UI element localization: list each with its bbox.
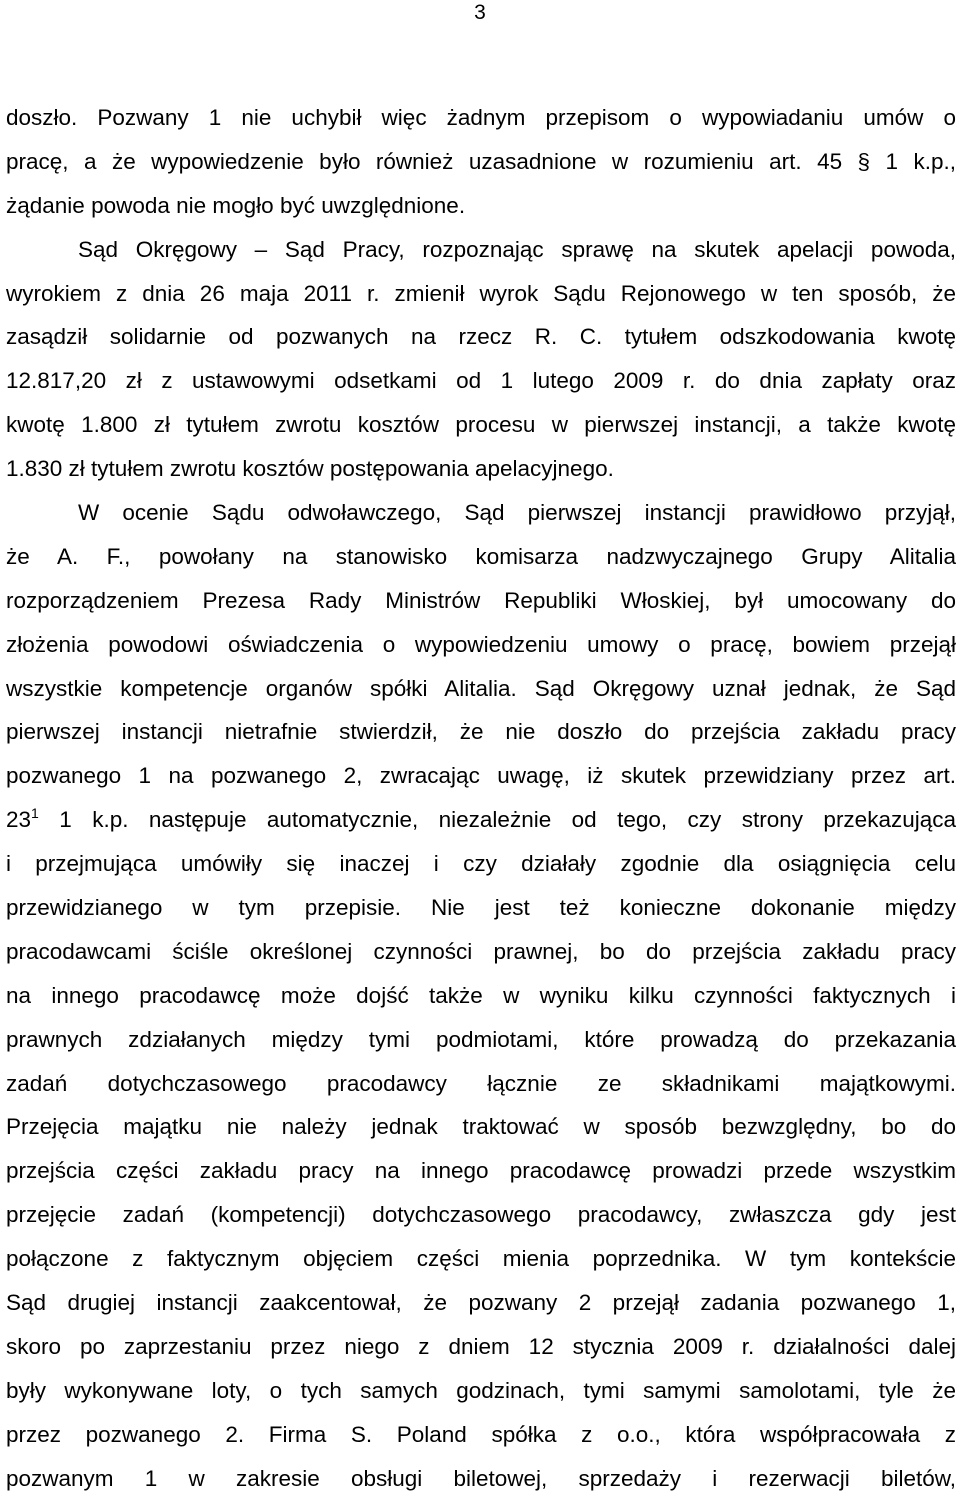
text-line: żądanie powoda nie mogło być uwzględnione. xyxy=(6,192,466,218)
text-line: prawnych zdziałanych między tymi podmiotami, które prowadzą do przekazania xyxy=(6,1026,956,1052)
text-line: pozwanego 1 na pozwanego 2, zwracając uwagę, iż skutek przewidziany przez art. xyxy=(6,763,956,789)
text-segment: 23 xyxy=(6,807,32,833)
text-line: że A. F., powołany na stanowisko komisarza nadzwyczajnego Grupy Alitalia xyxy=(6,543,956,569)
text-line: doszło. Pozwany 1 nie uchybił więc żadnym przepisom o wypowiadaniu umów o xyxy=(6,105,956,130)
text-line: 1.830 zł tytułem zwrotu kosztów postępowania apelacyjnego. xyxy=(6,456,614,482)
text-line: przewidzianego w tym przepisie. Nie jest też konieczne dokonanie między xyxy=(6,895,956,921)
text-line: wyrokiem z dnia 26 maja 2011 r. zmienił wyrok Sądu Rejonowego w ten sposób, że xyxy=(6,280,956,306)
document-body xyxy=(6,99,956,1504)
text-line: przejścia części zakładu pracy na innego pracodawcę prowadzi przede wszystkim xyxy=(6,1158,956,1184)
text-line: zadań dotychczasowego pracodawcy łącznie ze składnikami majątkowymi. xyxy=(6,1070,956,1096)
superscript: 1 xyxy=(31,805,39,822)
text-line: przejęcie zadań (kompetencji) dotychczasowego pracodawcy, zwłaszcza gdy jest xyxy=(6,1202,956,1228)
page-number: 3 xyxy=(474,1,486,24)
text-line: na innego pracodawcę może dojść także w wyniku kilku czynności faktycznych i xyxy=(6,982,956,1008)
text-line: zasądził solidarnie od pozwanych na rzecz R. C. tytułem odszkodowania kwotę xyxy=(6,324,956,350)
text-line: były wykonywane loty, o tych samych godzinach, tymi samymi samolotami, tyle że xyxy=(6,1377,956,1403)
text-line: Sąd drugiej instancji zaakcentował, że pozwany 2 przejął zadania pozwanego 1, xyxy=(6,1290,956,1316)
text-line: wszystkie kompetencje organów spółki Alitalia. Sąd Okręgowy uznał jednak, że Sąd xyxy=(6,675,956,701)
text-line: i przejmująca umówiły się inaczej i czy działały zgodnie dla osiągnięcia celu xyxy=(6,851,956,877)
text-line: kwotę 1.800 zł tytułem zwrotu kosztów procesu w pierwszej instancji, a także kwotę xyxy=(6,412,956,438)
text-line: pracodawcami ściśle określonej czynności prawnej, bo do przejścia zakładu pracy xyxy=(6,938,956,964)
text-line: rozporządzeniem Prezesa Rady Ministrów Republiki Włoskiej, był umocowany do xyxy=(6,587,956,613)
text-line: W ocenie Sądu odwoławczego, Sąd pierwszej instancji prawidłowo przyjął, xyxy=(78,500,956,526)
text-line: pracę, a że wypowiedzenie było również uzasadnione w rozumieniu art. 45 § 1 k.p., xyxy=(6,148,956,174)
text-line: 12.817,20 zł z ustawowymi odsetkami od 1 lutego 2009 r. do dnia zapłaty oraz xyxy=(6,368,956,394)
text-line: przez pozwanego 2. Firma S. Poland spółka z o.o., która współpracowała z xyxy=(6,1421,956,1447)
text-segment: 1 k.p. następuje automatycznie, niezależnie od tego, czy strony przekazująca xyxy=(38,807,956,833)
text-line: Przejęcia majątku nie należy jednak traktować w sposób bezwzględny, bo do xyxy=(6,1114,956,1140)
text-line xyxy=(6,801,956,845)
text-line: Sąd Okręgowy – Sąd Pracy, rozpoznając sprawę na skutek apelacji powoda, xyxy=(78,236,956,262)
text-line: złożenia powodowi oświadczenia o wypowiedzeniu umowy o pracę, bowiem przejął xyxy=(6,631,956,657)
text-line: pierwszej instancji nietrafnie stwierdził, że nie doszło do przejścia zakładu pracy xyxy=(6,719,956,745)
text-line: połączone z faktycznym objęciem części mienia poprzednika. W tym kontekście xyxy=(6,1246,956,1272)
text-line: pozwanym 1 w zakresie obsługi biletowej, sprzedaży i rezerwacji biletów, xyxy=(6,1465,956,1491)
text-line: skoro po zaprzestaniu przez niego z dniem 12 stycznia 2009 r. działalności dalej xyxy=(6,1333,956,1359)
